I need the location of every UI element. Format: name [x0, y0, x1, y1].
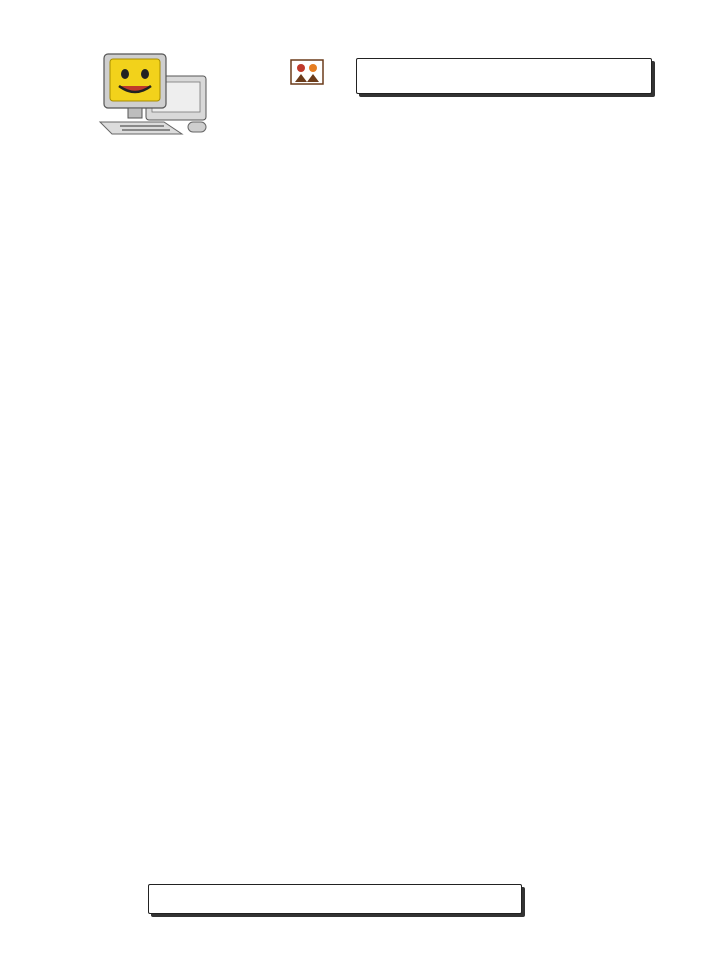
- header-title: [356, 58, 652, 94]
- computer-clipart-icon: [92, 48, 212, 136]
- institute-logo-icon: [287, 56, 327, 88]
- footer-title: [148, 884, 522, 914]
- institute-logo: [262, 56, 352, 110]
